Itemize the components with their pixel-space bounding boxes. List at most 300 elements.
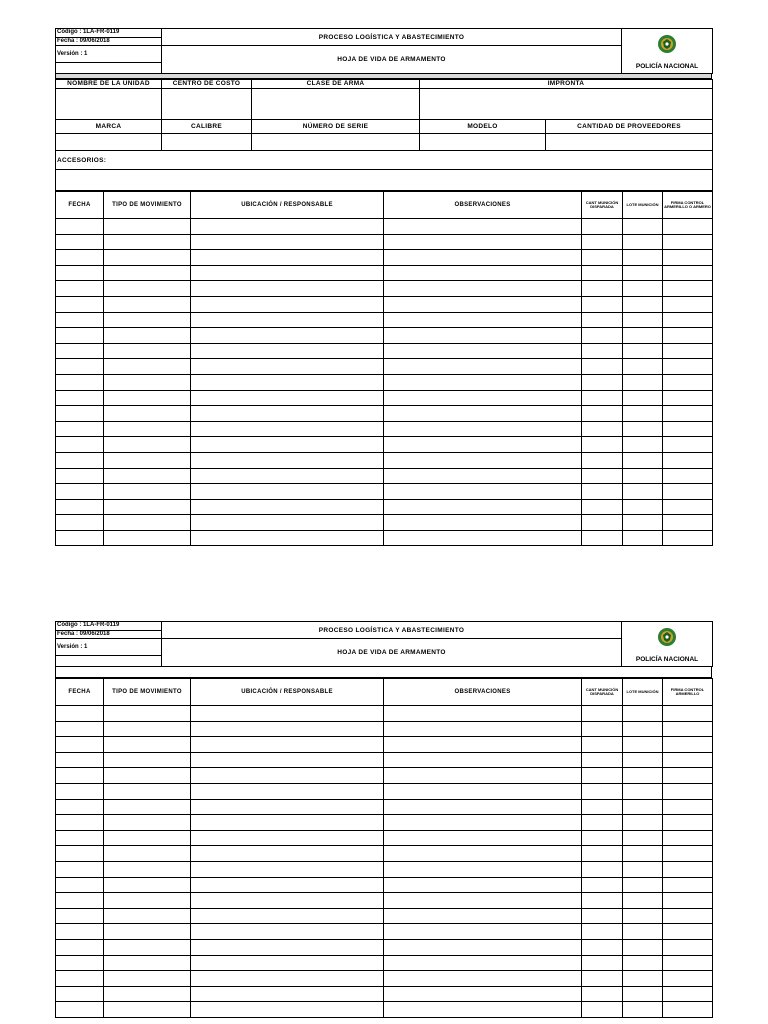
movement-cell[interactable] bbox=[582, 908, 623, 924]
movement-cell[interactable] bbox=[384, 359, 582, 375]
movement-cell[interactable] bbox=[104, 955, 191, 971]
proveedores-field[interactable] bbox=[546, 134, 713, 151]
movement-cell[interactable] bbox=[191, 908, 384, 924]
movement-cell[interactable] bbox=[56, 815, 104, 831]
movement-cell[interactable] bbox=[663, 452, 713, 468]
movement-cell[interactable] bbox=[191, 234, 384, 250]
movement-cell[interactable] bbox=[104, 437, 191, 453]
movement-cell[interactable] bbox=[384, 846, 582, 862]
clase-arma-field[interactable] bbox=[252, 89, 420, 120]
movement-cell[interactable] bbox=[384, 281, 582, 297]
movement-cell[interactable] bbox=[384, 877, 582, 893]
movement-cell[interactable] bbox=[384, 721, 582, 737]
modelo-field[interactable] bbox=[420, 134, 546, 151]
movement-cell[interactable] bbox=[56, 265, 104, 281]
movement-cell[interactable] bbox=[104, 421, 191, 437]
movement-cell[interactable] bbox=[623, 281, 663, 297]
movement-cell[interactable] bbox=[56, 499, 104, 515]
movement-cell[interactable] bbox=[663, 265, 713, 281]
movement-cell[interactable] bbox=[582, 219, 623, 235]
movement-cell[interactable] bbox=[582, 437, 623, 453]
movement-cell[interactable] bbox=[56, 421, 104, 437]
movement-cell[interactable] bbox=[582, 484, 623, 500]
movement-cell[interactable] bbox=[56, 768, 104, 784]
movement-cell[interactable] bbox=[623, 799, 663, 815]
movement-cell[interactable] bbox=[582, 468, 623, 484]
movement-cell[interactable] bbox=[623, 484, 663, 500]
movement-cell[interactable] bbox=[582, 312, 623, 328]
movement-cell[interactable] bbox=[623, 219, 663, 235]
movement-cell[interactable] bbox=[623, 452, 663, 468]
movement-cell[interactable] bbox=[384, 296, 582, 312]
movement-cell[interactable] bbox=[623, 893, 663, 909]
movement-cell[interactable] bbox=[56, 939, 104, 955]
movement-cell[interactable] bbox=[384, 768, 582, 784]
movement-cell[interactable] bbox=[104, 250, 191, 266]
movement-cell[interactable] bbox=[104, 721, 191, 737]
movement-cell[interactable] bbox=[623, 530, 663, 546]
movement-cell[interactable] bbox=[104, 296, 191, 312]
movement-cell[interactable] bbox=[663, 359, 713, 375]
movement-cell[interactable] bbox=[623, 986, 663, 1002]
movement-cell[interactable] bbox=[56, 406, 104, 422]
movement-cell[interactable] bbox=[384, 752, 582, 768]
movement-cell[interactable] bbox=[663, 955, 713, 971]
movement-cell[interactable] bbox=[384, 250, 582, 266]
movement-cell[interactable] bbox=[384, 893, 582, 909]
marca-field[interactable] bbox=[56, 134, 162, 151]
movement-cell[interactable] bbox=[191, 893, 384, 909]
movement-cell[interactable] bbox=[663, 737, 713, 753]
movement-cell[interactable] bbox=[663, 1002, 713, 1018]
movement-cell[interactable] bbox=[104, 861, 191, 877]
movement-cell[interactable] bbox=[623, 343, 663, 359]
movement-cell[interactable] bbox=[104, 971, 191, 987]
movement-cell[interactable] bbox=[384, 374, 582, 390]
movement-cell[interactable] bbox=[191, 706, 384, 722]
movement-cell[interactable] bbox=[582, 799, 623, 815]
movement-cell[interactable] bbox=[191, 971, 384, 987]
movement-cell[interactable] bbox=[623, 830, 663, 846]
movement-cell[interactable] bbox=[623, 908, 663, 924]
movement-cell[interactable] bbox=[56, 437, 104, 453]
movement-cell[interactable] bbox=[191, 359, 384, 375]
movement-cell[interactable] bbox=[56, 752, 104, 768]
movement-cell[interactable] bbox=[623, 359, 663, 375]
movement-cell[interactable] bbox=[104, 390, 191, 406]
movement-cell[interactable] bbox=[104, 530, 191, 546]
movement-cell[interactable] bbox=[384, 706, 582, 722]
movement-cell[interactable] bbox=[623, 737, 663, 753]
movement-cell[interactable] bbox=[663, 971, 713, 987]
movement-cell[interactable] bbox=[104, 468, 191, 484]
movement-cell[interactable] bbox=[582, 265, 623, 281]
movement-cell[interactable] bbox=[384, 924, 582, 940]
movement-cell[interactable] bbox=[104, 830, 191, 846]
movement-cell[interactable] bbox=[384, 737, 582, 753]
movement-cell[interactable] bbox=[663, 234, 713, 250]
movement-cell[interactable] bbox=[104, 924, 191, 940]
movement-cell[interactable] bbox=[663, 312, 713, 328]
movement-cell[interactable] bbox=[191, 986, 384, 1002]
movement-cell[interactable] bbox=[582, 986, 623, 1002]
movement-cell[interactable] bbox=[56, 219, 104, 235]
movement-cell[interactable] bbox=[384, 468, 582, 484]
movement-cell[interactable] bbox=[56, 783, 104, 799]
movement-cell[interactable] bbox=[582, 1002, 623, 1018]
movement-cell[interactable] bbox=[663, 752, 713, 768]
movement-cell[interactable] bbox=[191, 737, 384, 753]
movement-cell[interactable] bbox=[582, 893, 623, 909]
movement-cell[interactable] bbox=[582, 359, 623, 375]
movement-cell[interactable] bbox=[56, 390, 104, 406]
movement-cell[interactable] bbox=[384, 484, 582, 500]
movement-cell[interactable] bbox=[104, 515, 191, 531]
movement-cell[interactable] bbox=[663, 437, 713, 453]
movement-cell[interactable] bbox=[663, 468, 713, 484]
movement-cell[interactable] bbox=[582, 499, 623, 515]
movement-cell[interactable] bbox=[56, 281, 104, 297]
movement-cell[interactable] bbox=[56, 530, 104, 546]
movement-cell[interactable] bbox=[663, 281, 713, 297]
movement-cell[interactable] bbox=[582, 515, 623, 531]
movement-cell[interactable] bbox=[56, 468, 104, 484]
movement-cell[interactable] bbox=[56, 893, 104, 909]
movement-cell[interactable] bbox=[623, 234, 663, 250]
movement-cell[interactable] bbox=[384, 939, 582, 955]
movement-cell[interactable] bbox=[663, 783, 713, 799]
movement-cell[interactable] bbox=[384, 783, 582, 799]
movement-cell[interactable] bbox=[104, 484, 191, 500]
movement-cell[interactable] bbox=[663, 515, 713, 531]
movement-cell[interactable] bbox=[104, 234, 191, 250]
serie-field[interactable] bbox=[252, 134, 420, 151]
movement-cell[interactable] bbox=[663, 484, 713, 500]
movement-cell[interactable] bbox=[104, 783, 191, 799]
movement-cell[interactable] bbox=[582, 234, 623, 250]
movement-cell[interactable] bbox=[663, 924, 713, 940]
movement-cell[interactable] bbox=[104, 799, 191, 815]
movement-cell[interactable] bbox=[623, 499, 663, 515]
movement-cell[interactable] bbox=[56, 328, 104, 344]
movement-cell[interactable] bbox=[104, 752, 191, 768]
movement-cell[interactable] bbox=[623, 328, 663, 344]
movement-cell[interactable] bbox=[582, 452, 623, 468]
movement-cell[interactable] bbox=[663, 799, 713, 815]
movement-cell[interactable] bbox=[384, 815, 582, 831]
movement-cell[interactable] bbox=[191, 924, 384, 940]
movement-cell[interactable] bbox=[56, 924, 104, 940]
movement-cell[interactable] bbox=[384, 452, 582, 468]
movement-cell[interactable] bbox=[191, 783, 384, 799]
movement-cell[interactable] bbox=[582, 281, 623, 297]
movement-cell[interactable] bbox=[582, 830, 623, 846]
movement-cell[interactable] bbox=[582, 250, 623, 266]
movement-cell[interactable] bbox=[623, 437, 663, 453]
movement-cell[interactable] bbox=[191, 752, 384, 768]
movement-cell[interactable] bbox=[384, 390, 582, 406]
movement-cell[interactable] bbox=[191, 515, 384, 531]
movement-cell[interactable] bbox=[623, 971, 663, 987]
movement-cell[interactable] bbox=[582, 955, 623, 971]
movement-cell[interactable] bbox=[384, 499, 582, 515]
movement-cell[interactable] bbox=[663, 986, 713, 1002]
movement-cell[interactable] bbox=[582, 721, 623, 737]
movement-cell[interactable] bbox=[582, 421, 623, 437]
movement-cell[interactable] bbox=[191, 484, 384, 500]
movement-cell[interactable] bbox=[582, 768, 623, 784]
movement-cell[interactable] bbox=[191, 437, 384, 453]
movement-cell[interactable] bbox=[384, 530, 582, 546]
movement-cell[interactable] bbox=[582, 752, 623, 768]
movement-cell[interactable] bbox=[663, 530, 713, 546]
calibre-field[interactable] bbox=[162, 134, 252, 151]
movement-cell[interactable] bbox=[623, 706, 663, 722]
movement-cell[interactable] bbox=[56, 452, 104, 468]
unidad-field[interactable] bbox=[56, 89, 162, 120]
col-cant-municion: CANT MUNICIÓN DISPARADA bbox=[582, 679, 623, 706]
movement-cell[interactable] bbox=[56, 1002, 104, 1018]
movement-cell[interactable] bbox=[191, 939, 384, 955]
movement-cell[interactable] bbox=[191, 815, 384, 831]
movement-cell[interactable] bbox=[191, 499, 384, 515]
movement-cell[interactable] bbox=[623, 515, 663, 531]
movement-cell[interactable] bbox=[56, 296, 104, 312]
movement-cell[interactable] bbox=[623, 846, 663, 862]
movement-cell[interactable] bbox=[56, 721, 104, 737]
movement-cell[interactable] bbox=[104, 499, 191, 515]
movement-cell[interactable] bbox=[623, 374, 663, 390]
movement-cell[interactable] bbox=[582, 861, 623, 877]
movement-cell[interactable] bbox=[56, 799, 104, 815]
movement-row bbox=[56, 484, 713, 500]
movement-cell[interactable] bbox=[104, 343, 191, 359]
movement-cell[interactable] bbox=[384, 515, 582, 531]
movement-cell[interactable] bbox=[104, 374, 191, 390]
movement-cell[interactable] bbox=[623, 390, 663, 406]
accesorios-field[interactable] bbox=[56, 170, 713, 191]
movement-cell[interactable] bbox=[582, 971, 623, 987]
movement-cell[interactable] bbox=[56, 484, 104, 500]
movement-cell[interactable] bbox=[663, 830, 713, 846]
movement-cell[interactable] bbox=[56, 359, 104, 375]
movement-cell[interactable] bbox=[56, 250, 104, 266]
movement-cell[interactable] bbox=[623, 783, 663, 799]
movement-cell[interactable] bbox=[384, 265, 582, 281]
movement-cell[interactable] bbox=[623, 721, 663, 737]
movement-cell[interactable] bbox=[384, 986, 582, 1002]
movement-cell[interactable] bbox=[104, 877, 191, 893]
movement-cell[interactable] bbox=[663, 815, 713, 831]
movement-cell[interactable] bbox=[582, 530, 623, 546]
centro-costo-field[interactable] bbox=[162, 89, 252, 120]
movement-cell[interactable] bbox=[663, 421, 713, 437]
movement-cell[interactable] bbox=[56, 343, 104, 359]
movement-cell[interactable] bbox=[56, 861, 104, 877]
movement-cell[interactable] bbox=[582, 343, 623, 359]
movement-cell[interactable] bbox=[191, 468, 384, 484]
movement-cell[interactable] bbox=[582, 846, 623, 862]
movement-cell[interactable] bbox=[623, 924, 663, 940]
movement-cell[interactable] bbox=[104, 815, 191, 831]
movement-cell[interactable] bbox=[384, 437, 582, 453]
movement-cell[interactable] bbox=[663, 861, 713, 877]
movement-cell[interactable] bbox=[384, 830, 582, 846]
movement-cell[interactable] bbox=[663, 877, 713, 893]
movement-cell[interactable] bbox=[191, 343, 384, 359]
movement-cell[interactable] bbox=[663, 374, 713, 390]
movement-cell[interactable] bbox=[663, 328, 713, 344]
movement-cell[interactable] bbox=[582, 939, 623, 955]
movement-cell[interactable] bbox=[582, 877, 623, 893]
movement-cell[interactable] bbox=[663, 219, 713, 235]
movement-cell[interactable] bbox=[191, 955, 384, 971]
movement-cell[interactable] bbox=[104, 219, 191, 235]
movement-cell[interactable] bbox=[104, 706, 191, 722]
movement-cell[interactable] bbox=[384, 343, 582, 359]
movement-cell[interactable] bbox=[384, 219, 582, 235]
movement-cell[interactable] bbox=[104, 893, 191, 909]
movement-cell[interactable] bbox=[663, 721, 713, 737]
movement-cell[interactable] bbox=[56, 955, 104, 971]
movement-cell[interactable] bbox=[663, 706, 713, 722]
movement-cell[interactable] bbox=[56, 515, 104, 531]
movement-cell[interactable] bbox=[582, 374, 623, 390]
movement-cell[interactable] bbox=[384, 799, 582, 815]
movement-cell[interactable] bbox=[623, 815, 663, 831]
serie-label: NÚMERO DE SERIE bbox=[252, 120, 420, 134]
movement-cell[interactable] bbox=[104, 312, 191, 328]
movement-cell[interactable] bbox=[384, 908, 582, 924]
movement-cell[interactable] bbox=[191, 768, 384, 784]
movement-cell[interactable] bbox=[104, 1002, 191, 1018]
movement-cell[interactable] bbox=[663, 250, 713, 266]
movement-cell[interactable] bbox=[623, 296, 663, 312]
movement-cell[interactable] bbox=[104, 908, 191, 924]
movement-cell[interactable] bbox=[56, 971, 104, 987]
movement-cell[interactable] bbox=[663, 846, 713, 862]
movement-cell[interactable] bbox=[582, 737, 623, 753]
movement-cell[interactable] bbox=[582, 406, 623, 422]
movement-cell[interactable] bbox=[191, 312, 384, 328]
movement-cell[interactable] bbox=[191, 374, 384, 390]
movement-cell[interactable] bbox=[582, 706, 623, 722]
movement-cell[interactable] bbox=[104, 768, 191, 784]
movement-cell[interactable] bbox=[104, 406, 191, 422]
movement-cell[interactable] bbox=[56, 706, 104, 722]
impronta-field[interactable] bbox=[420, 89, 713, 120]
movement-cell[interactable] bbox=[663, 343, 713, 359]
movement-cell[interactable] bbox=[582, 390, 623, 406]
movement-cell[interactable] bbox=[56, 830, 104, 846]
movement-cell[interactable] bbox=[663, 406, 713, 422]
movement-cell[interactable] bbox=[623, 265, 663, 281]
movement-cell[interactable] bbox=[56, 877, 104, 893]
movement-cell[interactable] bbox=[56, 374, 104, 390]
movement-cell[interactable] bbox=[191, 846, 384, 862]
movement-cell[interactable] bbox=[623, 768, 663, 784]
movement-cell[interactable] bbox=[191, 281, 384, 297]
movement-cell[interactable] bbox=[191, 861, 384, 877]
movement-cell[interactable] bbox=[663, 768, 713, 784]
movement-cell[interactable] bbox=[191, 390, 384, 406]
movement-cell[interactable] bbox=[623, 421, 663, 437]
movement-cell[interactable] bbox=[582, 296, 623, 312]
movement-cell[interactable] bbox=[191, 530, 384, 546]
movement-cell[interactable] bbox=[104, 281, 191, 297]
movement-cell[interactable] bbox=[56, 737, 104, 753]
movement-cell[interactable] bbox=[56, 908, 104, 924]
movement-cell[interactable] bbox=[623, 312, 663, 328]
movement-cell[interactable] bbox=[56, 312, 104, 328]
movement-cell[interactable] bbox=[191, 265, 384, 281]
movement-cell[interactable] bbox=[663, 939, 713, 955]
movement-cell[interactable] bbox=[104, 737, 191, 753]
movement-cell[interactable] bbox=[56, 846, 104, 862]
movement-cell[interactable] bbox=[582, 783, 623, 799]
movement-cell[interactable] bbox=[384, 406, 582, 422]
movement-cell[interactable] bbox=[623, 468, 663, 484]
movement-cell[interactable] bbox=[191, 421, 384, 437]
movement-cell[interactable] bbox=[104, 846, 191, 862]
movement-cell[interactable] bbox=[104, 986, 191, 1002]
movement-cell[interactable] bbox=[191, 328, 384, 344]
movement-cell[interactable] bbox=[191, 250, 384, 266]
movement-cell[interactable] bbox=[663, 296, 713, 312]
movement-cell[interactable] bbox=[582, 815, 623, 831]
movement-cell[interactable] bbox=[191, 799, 384, 815]
movement-cell[interactable] bbox=[384, 955, 582, 971]
movement-cell[interactable] bbox=[623, 939, 663, 955]
movement-cell[interactable] bbox=[56, 234, 104, 250]
movement-cell[interactable] bbox=[191, 830, 384, 846]
movement-cell[interactable] bbox=[623, 752, 663, 768]
movement-cell[interactable] bbox=[104, 939, 191, 955]
movement-cell[interactable] bbox=[104, 452, 191, 468]
movement-cell[interactable] bbox=[623, 955, 663, 971]
movement-cell[interactable] bbox=[191, 219, 384, 235]
movement-cell[interactable] bbox=[384, 312, 582, 328]
movement-cell[interactable] bbox=[623, 406, 663, 422]
movement-cell[interactable] bbox=[191, 452, 384, 468]
movement-cell[interactable] bbox=[663, 908, 713, 924]
movement-cell[interactable] bbox=[384, 234, 582, 250]
movement-cell[interactable] bbox=[104, 265, 191, 281]
movement-cell[interactable] bbox=[663, 390, 713, 406]
movement-cell[interactable] bbox=[663, 893, 713, 909]
movement-cell[interactable] bbox=[104, 359, 191, 375]
movement-cell[interactable] bbox=[623, 1002, 663, 1018]
movement-cell[interactable] bbox=[384, 861, 582, 877]
movement-cell[interactable] bbox=[384, 1002, 582, 1018]
movement-cell[interactable] bbox=[191, 296, 384, 312]
movement-cell[interactable] bbox=[623, 861, 663, 877]
movement-cell[interactable] bbox=[104, 328, 191, 344]
movement-cell[interactable] bbox=[56, 986, 104, 1002]
movement-cell[interactable] bbox=[623, 250, 663, 266]
movement-cell[interactable] bbox=[384, 421, 582, 437]
movement-cell[interactable] bbox=[384, 328, 582, 344]
movement-cell[interactable] bbox=[191, 406, 384, 422]
movement-cell[interactable] bbox=[191, 877, 384, 893]
movement-cell[interactable] bbox=[582, 328, 623, 344]
movement-cell[interactable] bbox=[384, 971, 582, 987]
movement-cell[interactable] bbox=[623, 877, 663, 893]
movement-cell[interactable] bbox=[663, 499, 713, 515]
movement-cell[interactable] bbox=[191, 1002, 384, 1018]
movement-cell[interactable] bbox=[582, 924, 623, 940]
movement-cell[interactable] bbox=[191, 721, 384, 737]
